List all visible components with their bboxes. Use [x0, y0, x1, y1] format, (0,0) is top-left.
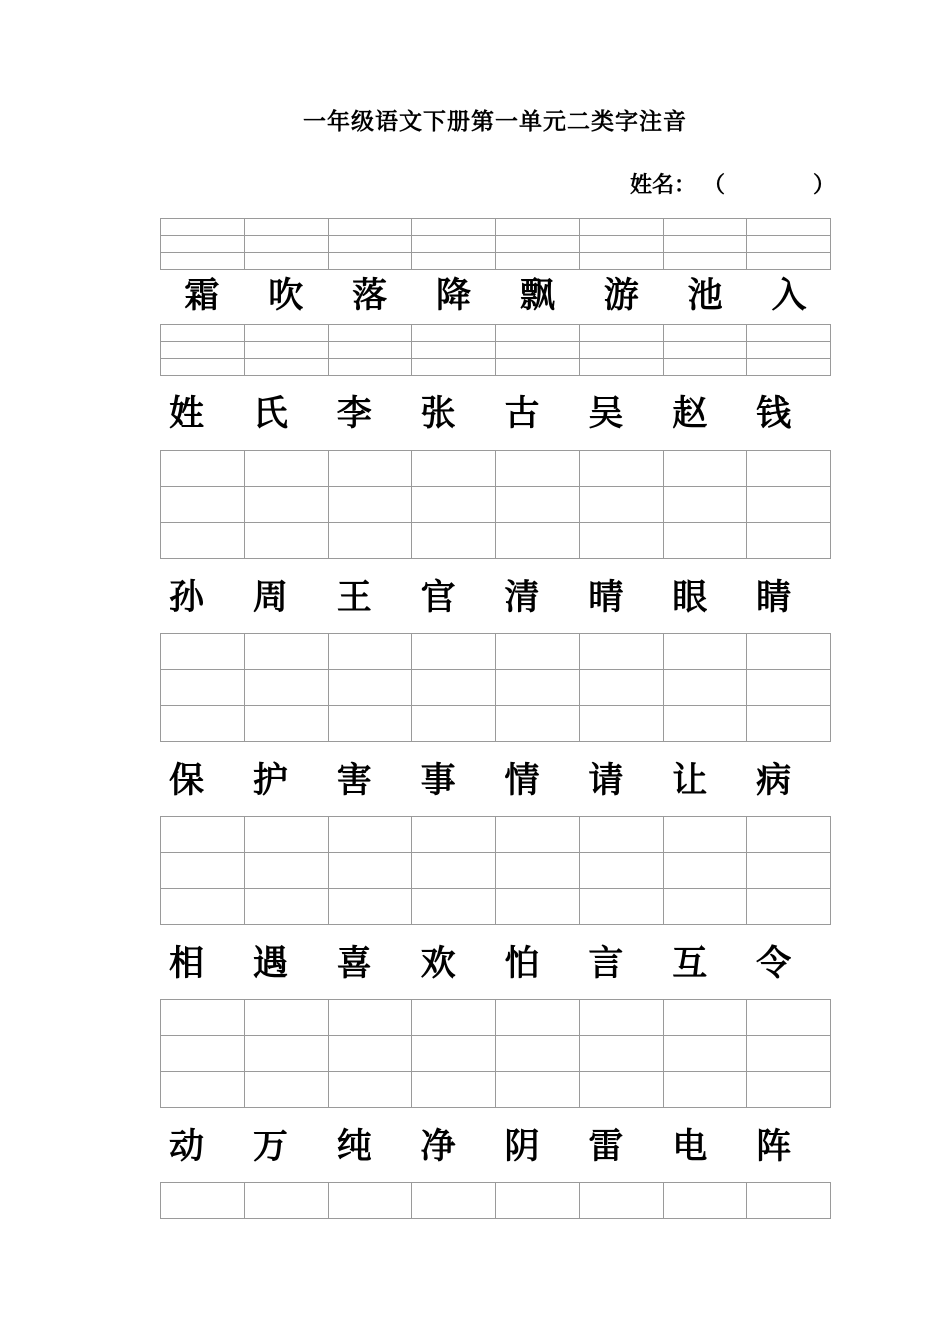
pinyin-writing-cell: [747, 889, 831, 925]
pinyin-writing-cell: [161, 487, 245, 523]
pinyin-writing-cell: [664, 325, 748, 342]
pinyin-writing-cell: [664, 1036, 748, 1072]
pinyin-writing-cell: [496, 670, 580, 706]
pinyin-writing-cell: [161, 236, 245, 253]
pinyin-writing-cell: [580, 634, 664, 670]
pinyin-writing-cell: [161, 1000, 245, 1036]
pinyin-writing-cell: [580, 487, 664, 523]
pinyin-grid-4: [160, 633, 831, 742]
pinyin-writing-cell: [664, 634, 748, 670]
pinyin-writing-cell: [580, 706, 664, 742]
pinyin-writing-cell: [329, 1183, 413, 1219]
pinyin-writing-cell: [161, 706, 245, 742]
pinyin-writing-cell: [245, 219, 329, 236]
char-row-6: [160, 1125, 831, 1169]
pinyin-writing-cell: [161, 523, 245, 559]
pinyin-writing-cell: [245, 451, 329, 487]
pinyin-writing-cell: [329, 1072, 413, 1108]
pinyin-grid-3: [160, 450, 831, 559]
pinyin-writing-cell: [747, 670, 831, 706]
pinyin-writing-cell: [329, 325, 413, 342]
char-row-1: [160, 274, 831, 318]
pinyin-writing-cell: [496, 219, 580, 236]
pinyin-writing-cell: [329, 219, 413, 236]
char: 游: [603, 275, 639, 316]
char: 令: [756, 943, 792, 984]
pinyin-writing-cell: [161, 325, 245, 342]
pinyin-writing-cell: [496, 253, 580, 270]
char: 吴: [588, 393, 624, 434]
pinyin-writing-cell: [664, 236, 748, 253]
pinyin-writing-cell: [580, 342, 664, 359]
char: 阴: [504, 1126, 540, 1167]
pinyin-writing-cell: [496, 523, 580, 559]
pinyin-writing-cell: [412, 219, 496, 236]
pinyin-writing-cell: [161, 1183, 245, 1219]
pinyin-writing-cell: [580, 1183, 664, 1219]
pinyin-writing-cell: [747, 634, 831, 670]
pinyin-writing-cell: [580, 853, 664, 889]
pinyin-writing-cell: [580, 670, 664, 706]
char: 飘: [519, 275, 555, 316]
pinyin-writing-cell: [412, 359, 496, 376]
pinyin-writing-cell: [412, 325, 496, 342]
pinyin-writing-cell: [245, 706, 329, 742]
pinyin-writing-cell: [329, 817, 413, 853]
pinyin-writing-cell: [412, 706, 496, 742]
char: 池: [687, 275, 723, 316]
pinyin-writing-cell: [412, 236, 496, 253]
pinyin-writing-cell: [664, 487, 748, 523]
char: 落: [352, 275, 388, 316]
pinyin-writing-cell: [161, 342, 245, 359]
pinyin-writing-cell: [496, 451, 580, 487]
pinyin-writing-cell: [412, 889, 496, 925]
pinyin-writing-cell: [664, 523, 748, 559]
pinyin-writing-cell: [412, 817, 496, 853]
pinyin-writing-cell: [496, 889, 580, 925]
pinyin-writing-cell: [747, 253, 831, 270]
char-row-2: [160, 392, 831, 436]
char: 欢: [420, 943, 456, 984]
pinyin-writing-cell: [245, 1072, 329, 1108]
char: 阵: [756, 1126, 792, 1167]
char: 净: [420, 1126, 456, 1167]
char: 入: [771, 275, 807, 316]
pinyin-writing-cell: [496, 1036, 580, 1072]
pinyin-writing-cell: [161, 889, 245, 925]
name-paren-open: （: [714, 172, 726, 198]
char: 清: [504, 577, 540, 618]
pinyin-writing-cell: [245, 817, 329, 853]
pinyin-writing-cell: [747, 487, 831, 523]
pinyin-writing-cell: [329, 706, 413, 742]
pinyin-writing-cell: [747, 236, 831, 253]
pinyin-writing-cell: [412, 1036, 496, 1072]
pinyin-writing-cell: [329, 670, 413, 706]
pinyin-writing-cell: [161, 219, 245, 236]
pinyin-writing-cell: [245, 853, 329, 889]
pinyin-writing-cell: [496, 359, 580, 376]
pinyin-writing-cell: [245, 1000, 329, 1036]
pinyin-writing-cell: [496, 1000, 580, 1036]
pinyin-writing-cell: [496, 634, 580, 670]
pinyin-grid-1: [160, 218, 831, 270]
pinyin-writing-cell: [747, 853, 831, 889]
char: 害: [336, 760, 372, 801]
char-row-4: [160, 759, 831, 803]
pinyin-writing-cell: [329, 889, 413, 925]
char: 言: [588, 943, 624, 984]
char: 事: [420, 760, 456, 801]
char: 钱: [756, 393, 792, 434]
pinyin-writing-cell: [580, 325, 664, 342]
pinyin-writing-cell: [245, 487, 329, 523]
pinyin-writing-cell: [747, 342, 831, 359]
char-row-5: [160, 942, 831, 986]
name-label: 姓名：: [630, 172, 697, 198]
char: 氏: [252, 393, 288, 434]
pinyin-writing-cell: [245, 359, 329, 376]
char: 病: [756, 760, 792, 801]
pinyin-writing-cell: [329, 342, 413, 359]
char: 降: [436, 275, 472, 316]
pinyin-writing-cell: [580, 817, 664, 853]
char: 霜: [184, 275, 220, 316]
char: 李: [336, 393, 372, 434]
char: 睛: [756, 577, 792, 618]
char: 电: [672, 1126, 708, 1167]
pinyin-writing-cell: [664, 1072, 748, 1108]
pinyin-writing-cell: [580, 236, 664, 253]
pinyin-writing-cell: [747, 1072, 831, 1108]
pinyin-writing-cell: [496, 342, 580, 359]
pinyin-writing-cell: [580, 523, 664, 559]
pinyin-writing-cell: [496, 853, 580, 889]
pinyin-writing-cell: [664, 853, 748, 889]
pinyin-writing-cell: [664, 817, 748, 853]
pinyin-writing-cell: [412, 487, 496, 523]
pinyin-writing-cell: [161, 359, 245, 376]
pinyin-writing-cell: [412, 634, 496, 670]
char: 眼: [672, 577, 708, 618]
char: 纯: [336, 1126, 372, 1167]
pinyin-writing-cell: [664, 706, 748, 742]
pinyin-writing-cell: [245, 1036, 329, 1072]
pinyin-writing-cell: [245, 236, 329, 253]
char: 让: [672, 760, 708, 801]
char: 万: [252, 1126, 288, 1167]
pinyin-writing-cell: [161, 853, 245, 889]
pinyin-writing-cell: [496, 817, 580, 853]
pinyin-writing-cell: [161, 634, 245, 670]
pinyin-writing-cell: [412, 253, 496, 270]
pinyin-writing-cell: [580, 1036, 664, 1072]
pinyin-writing-cell: [747, 359, 831, 376]
pinyin-writing-cell: [161, 253, 245, 270]
pinyin-writing-cell: [329, 487, 413, 523]
pinyin-writing-cell: [580, 889, 664, 925]
pinyin-writing-cell: [329, 853, 413, 889]
pinyin-writing-cell: [161, 1072, 245, 1108]
pinyin-writing-cell: [329, 253, 413, 270]
char: 请: [588, 760, 624, 801]
pinyin-writing-cell: [664, 1183, 748, 1219]
pinyin-writing-cell: [496, 706, 580, 742]
pinyin-writing-cell: [412, 853, 496, 889]
char: 官: [420, 577, 456, 618]
pinyin-writing-cell: [245, 670, 329, 706]
pinyin-writing-cell: [580, 359, 664, 376]
pinyin-writing-cell: [664, 451, 748, 487]
char: 情: [504, 760, 540, 801]
char: 相: [169, 943, 205, 984]
pinyin-writing-cell: [245, 1183, 329, 1219]
pinyin-writing-cell: [245, 253, 329, 270]
pinyin-writing-cell: [747, 1183, 831, 1219]
char: 喜: [336, 943, 372, 984]
pinyin-writing-cell: [747, 219, 831, 236]
char: 雷: [588, 1126, 624, 1167]
pinyin-writing-cell: [580, 219, 664, 236]
pinyin-writing-cell: [245, 634, 329, 670]
char: 护: [252, 760, 288, 801]
char: 张: [420, 393, 456, 434]
pinyin-writing-cell: [747, 706, 831, 742]
pinyin-writing-cell: [412, 1183, 496, 1219]
char-row-3: [160, 576, 831, 620]
pinyin-writing-cell: [496, 487, 580, 523]
pinyin-writing-cell: [580, 451, 664, 487]
pinyin-writing-cell: [245, 325, 329, 342]
char: 互: [672, 943, 708, 984]
char: 古: [504, 393, 540, 434]
pinyin-writing-cell: [747, 1036, 831, 1072]
pinyin-writing-cell: [329, 634, 413, 670]
pinyin-writing-cell: [245, 342, 329, 359]
char: 保: [169, 760, 205, 801]
pinyin-grid-2: [160, 324, 831, 376]
page-title: 一年级语文下册第一单元二类字注音: [303, 108, 687, 135]
char: 周: [252, 577, 288, 618]
pinyin-writing-cell: [496, 236, 580, 253]
pinyin-grid-5: [160, 816, 831, 925]
pinyin-writing-cell: [747, 451, 831, 487]
pinyin-writing-cell: [496, 1183, 580, 1219]
pinyin-writing-cell: [412, 1072, 496, 1108]
char: 姓: [169, 393, 205, 434]
pinyin-writing-cell: [412, 342, 496, 359]
pinyin-writing-cell: [496, 1072, 580, 1108]
char: 遇: [252, 943, 288, 984]
pinyin-writing-cell: [161, 670, 245, 706]
pinyin-writing-cell: [329, 451, 413, 487]
pinyin-grid-6: [160, 999, 831, 1108]
pinyin-writing-cell: [664, 342, 748, 359]
char: 吹: [268, 275, 304, 316]
pinyin-writing-cell: [664, 889, 748, 925]
pinyin-writing-cell: [329, 1036, 413, 1072]
pinyin-writing-cell: [664, 359, 748, 376]
pinyin-writing-cell: [496, 325, 580, 342]
pinyin-writing-cell: [161, 1036, 245, 1072]
pinyin-writing-cell: [580, 253, 664, 270]
pinyin-writing-cell: [161, 451, 245, 487]
pinyin-writing-cell: [664, 253, 748, 270]
char: 晴: [588, 577, 624, 618]
pinyin-writing-cell: [412, 670, 496, 706]
pinyin-writing-cell: [747, 523, 831, 559]
pinyin-writing-cell: [580, 1000, 664, 1036]
pinyin-writing-cell: [329, 236, 413, 253]
char: 王: [336, 577, 372, 618]
char: 孙: [169, 577, 205, 618]
pinyin-writing-cell: [747, 325, 831, 342]
pinyin-writing-cell: [664, 219, 748, 236]
pinyin-writing-cell: [747, 817, 831, 853]
pinyin-writing-cell: [747, 1000, 831, 1036]
name-field: [630, 168, 835, 199]
pinyin-writing-cell: [412, 451, 496, 487]
pinyin-writing-cell: [412, 1000, 496, 1036]
char: 动: [169, 1126, 205, 1167]
pinyin-writing-cell: [329, 1000, 413, 1036]
pinyin-writing-cell: [580, 1072, 664, 1108]
pinyin-writing-cell: [329, 523, 413, 559]
pinyin-writing-cell: [245, 889, 329, 925]
pinyin-writing-cell: [664, 670, 748, 706]
pinyin-grid-7: [160, 1182, 831, 1219]
char: 赵: [672, 393, 708, 434]
name-paren-close: ）: [813, 172, 836, 198]
pinyin-writing-cell: [329, 359, 413, 376]
char: 怕: [504, 943, 540, 984]
pinyin-writing-cell: [412, 523, 496, 559]
pinyin-writing-cell: [664, 1000, 748, 1036]
pinyin-writing-cell: [161, 817, 245, 853]
pinyin-writing-cell: [245, 523, 329, 559]
